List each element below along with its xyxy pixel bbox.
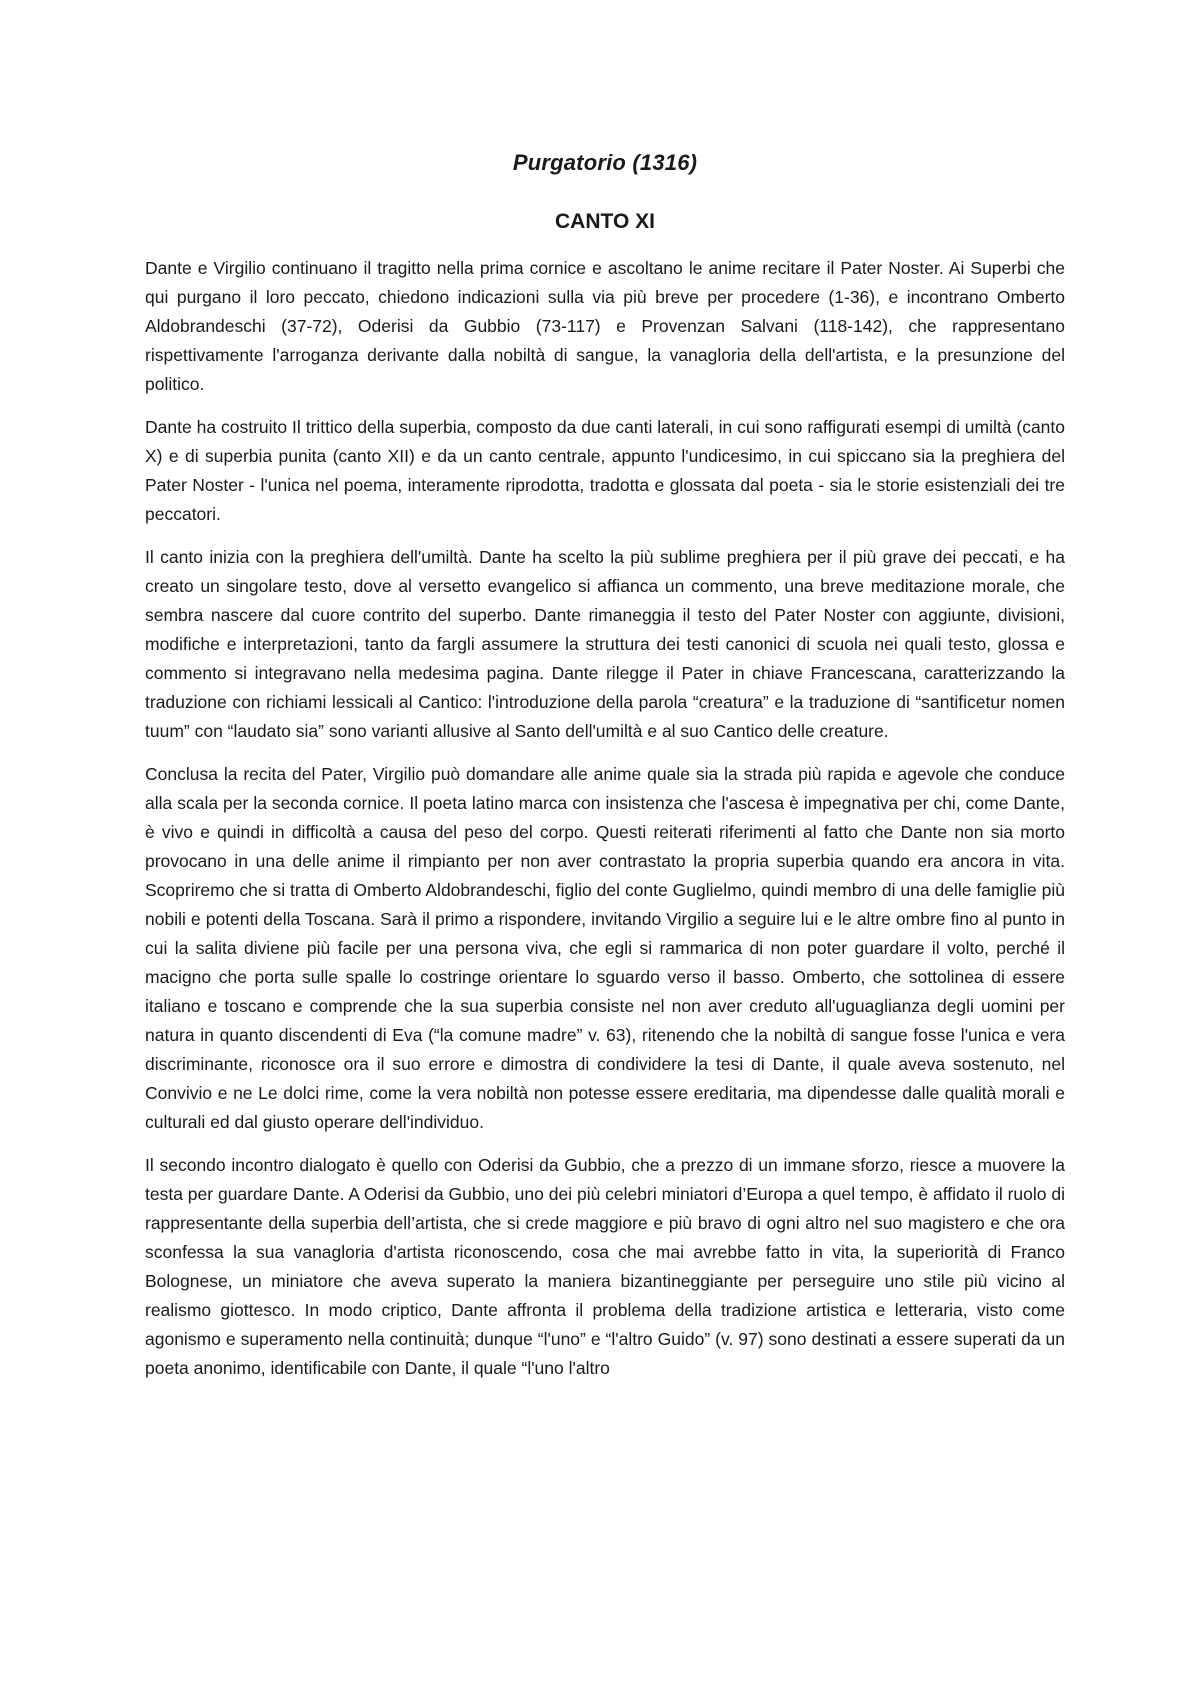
- paragraph-omberto: Conclusa la recita del Pater, Virgilio può domandare alle anime quale sia la strada più rapida e agevole che conduce alla scala per la seconda cornice. Il poeta latino marca con insistenza che l'ascesa è impegnativa per chi, come Dante, è vivo e quindi in difficoltà a causa del peso del corpo. Questi reiterati riferimenti al fatto che Dante non sia morto provocano in una delle anime il rimpianto per non aver contrastato la propria superbia quando era ancora in vita. Scopriremo che si tratta di Omberto Aldobrandeschi, figlio del conte Guglielmo, quindi membro di una delle famiglie più nobili e potenti della Toscana. Sarà il primo a rispondere, invitando Virgilio a seguire lui e le altre ombre fino al punto in cui la salita diviene più facile per una persona viva, che egli si rammarica di non poter guardare il volto, perché il macigno che porta sulle spalle lo costringe orientare lo sguardo verso il basso. Omberto, che sottolinea di essere italiano e toscano e comprende che la sua superbia consiste nel non aver creduto all'uguaglianza degli uomini per natura in quanto discendenti di Eva (“la comune madre” v. 63), ritenendo che la nobiltà di sangue fosse l'unica e vera discriminante, riconosce ora il suo errore e dimostra di condividere la tesi di Dante, il quale aveva sostenuto, nel Convivio e ne Le dolci rime, come la vera nobiltà non potesse essere ereditaria, ma dipendesse dalle qualità morali e culturali ed dal giusto operare dell'individuo.: [145, 764, 1065, 1132]
- document-page: [145, 150, 1065, 1397]
- paragraph-oderisi: Il secondo incontro dialogato è quello con Oderisi da Gubbio, che a prezzo di un immane sforzo, riesce a muovere la testa per guardare Dante. A Oderisi da Gubbio, uno dei più celebri miniatori d’Europa a quel tempo, è affidato il ruolo di rappresentante della superbia dell’artista, che si crede maggiore e più bravo di ogni altro nel suo magistero e che ora sconfessa la sua vanagloria d'artista riconoscendo, cosa che mai avrebbe fatto in vita, la superiorità di Franco Bolognese, un miniatore che aveva superato la maniera bizantineggiante per perseguire uno stile più vicino al realismo giottesco. In modo criptico, Dante affronta il problema della tradizione artistica e letteraria, visto come agonismo e superamento nella continuità; dunque “l'uno” e “l'altro Guido” (v. 97) sono destinati a essere superati da un poeta anonimo, identificabile con Dante, il quale “l'uno l'altro: [145, 1155, 1065, 1378]
- canto-title: CANTO XI: [555, 210, 655, 233]
- paragraph-preghiera: Il canto inizia con la preghiera dell'umiltà. Dante ha scelto la più sublime preghiera per il più grave dei peccati, e ha creato un singolare testo, dove al versetto evangelico si affianca un commento, una breve meditazione morale, che sembra nascere dal cuore contrito del superbo. Dante rimaneggia il testo del Pater Noster con aggiunte, divisioni, modifiche e interpretazioni, tanto da fargli assumere la struttura dei testi canonici di scuola nei quali testo, glossa e commento si integravano nella medesima pagina. Dante rilegge il Pater in chiave Francescana, caratterizzando la traduzione con richiami lessicali al Cantico: l'introduzione della parola “creatura” e la traduzione di “santificetur nomen tuum” con “laudato sia” sono varianti allusive al Santo dell'umiltà e al suo Cantico delle creature.: [145, 547, 1065, 741]
- paragraph-trittico: Dante ha costruito Il trittico della superbia, composto da due canti laterali, in cui sono raffigurati esempi di umiltà (canto X) e di superbia punita (canto XII) e da un canto centrale, appunto l'undicesimo, in cui spiccano sia la preghiera del Pater Noster - l'unica nel poema, interamente riprodotta, tradotta e glossata dal poeta - sia le storie esistenziali dei tre peccatori.: [145, 417, 1065, 524]
- paragraph-intro: Dante e Virgilio continuano il tragitto nella prima cornice e ascoltano le anime recitare il Pater Noster. Ai Superbi che qui purgano il loro peccato, chiedono indicazioni sulla via più breve per procedere (1-36), e incontrano Omberto Aldobrandeschi (37-72), Oderisi da Gubbio (73-117) e Provenzan Salvani (118-142), che rappresentano rispettivamente l'arroganza derivante dalla nobiltà di sangue, la vanagloria della dell'artista, e la presunzione del politico.: [145, 258, 1065, 394]
- document-title: Purgatorio (1316): [512, 150, 698, 175]
